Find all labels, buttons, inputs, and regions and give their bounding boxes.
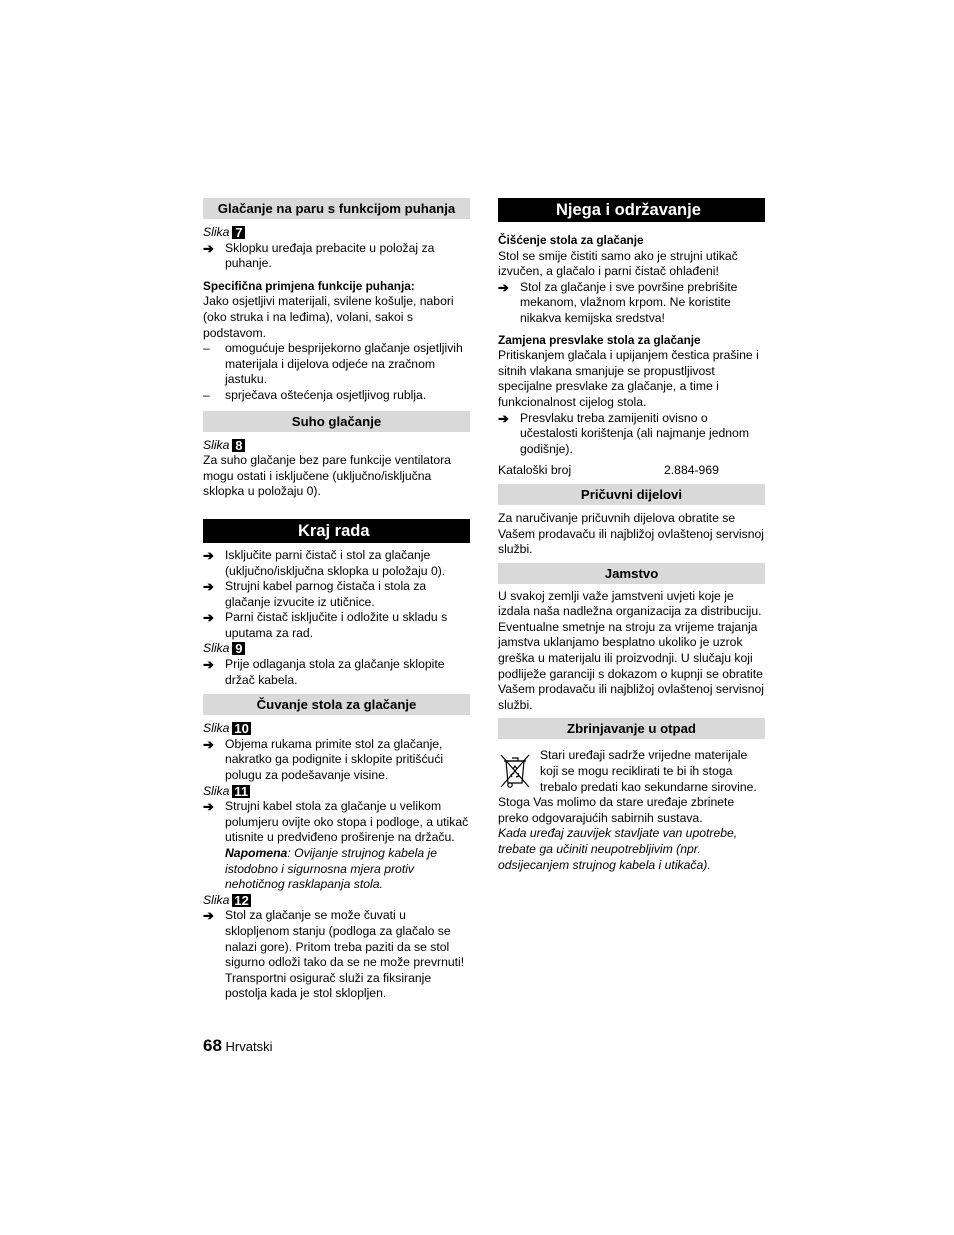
dash-item	[203, 388, 470, 404]
figure-label: Slika	[203, 721, 230, 736]
step-text: Strujni kabel parnog čistača i stola za glačanje izvucite iz utičnice.	[225, 579, 427, 609]
paragraph: U svakoj zemlji važe jamstveni uvjeti koje je izdala naša nadležna organizacija za distribuciju. Eventualne smetnje na stroju za vrijeme trajanja jamstva uklanjamo besplatno ukoliko je uzrok greška u materijalu ili proizvodnji. U slučaju koji podliježe garanciji s dokazom o kupnji se obratite Vašem prodavaču ili najbližoj ovlaštenoj servisnoj službi.	[498, 588, 764, 712]
paragraph: Stol se smije čistiti samo ako je strujni utikač izvučen, a glačalo i parni čistač ohlađeni!	[498, 248, 738, 279]
section-heading-spare-parts: Pričuvni dijelovi	[498, 484, 765, 505]
note: Napomena: Ovijanje strujnog kabela je istodobno i sigurnosna mjera protiv nehotičnog rasklapanja stola.	[225, 846, 438, 892]
section-heading-storage: Čuvanje stola za glačanje	[203, 694, 470, 715]
figure-number: 7	[232, 226, 245, 239]
paragraph-italic: Kada uređaj zauvijek stavljate van upotrebe, trebate ga učiniti neupotrebljivim (npr. odsijecanjem strujnog kabela i utikača).	[498, 826, 738, 872]
catalog-value: 2.884-969	[664, 463, 719, 478]
figure-number: 10	[234, 721, 249, 737]
figure-number: 9	[232, 642, 245, 655]
arrow-icon: ➔	[203, 240, 214, 256]
step-text: Stol za glačanje se može čuvati u sklopljenom stanju (podloga za glačalo se nalazi gore). Pritom treba paziti da se stol sigurno odloži tako da se ne može prevrnuti! Transportni osigurač služi za fiksiranje postolja kada je stol sklopljen.	[225, 908, 465, 1001]
page-number: 68	[203, 1036, 222, 1055]
step-text: Parni čistač isključite i odložite u skladu s uputama za rad.	[225, 610, 448, 640]
step-text: Prije odlaganja stola za glačanje sklopite držač kabela.	[225, 657, 445, 687]
step	[498, 411, 765, 458]
paragraph: Za naručivanje pričuvnih dijelova obratite se Vašem prodavaču ili najbližoj ovlaštenoj servisnoj službi.	[498, 510, 764, 557]
section-heading-disposal: Zbrinjavanje u otpad	[498, 718, 765, 739]
step-text: Stol za glačanje i sve površine prebrišite mekanom, vlažnom krpom. Ne koristite nikakva kemijska sredstva!	[520, 279, 738, 325]
step	[498, 280, 765, 327]
step	[203, 908, 470, 1002]
subheading: Zamjena presvlake stola za glačanje	[498, 332, 701, 347]
step	[203, 737, 470, 784]
step-text: Isključite parni čistač i stol za glačanje (uključno/isključna sklopka u položaju 0).	[225, 547, 446, 578]
step	[203, 799, 470, 893]
figure-number: 12	[234, 892, 249, 908]
step-text: Presvlaku treba zamijeniti ovisno o učestalosti korištenja (ali najmanje jednom godišnje).	[520, 410, 749, 456]
arrow-icon: ➔	[203, 579, 214, 595]
arrow-icon: ➔	[203, 657, 214, 673]
paragraph: Jako osjetljivi materijali, svilene košulje, nabori (oko struka i na leđima), volani, sakoi s podstavom.	[203, 294, 454, 340]
paragraph: Za suho glačanje bez pare funkcije ventilatora mogu ostati i isključene (uključno/isključna sklopka u položaju 0).	[203, 453, 451, 499]
figure-label: Slika	[203, 225, 230, 239]
paragraph: Stari uređaji sadrže vrijedne materijale koji se mogu reciklirati te bi ih stoga trebalo predati kao sekundarne sirovine.	[540, 748, 757, 794]
section-heading-dry-ironing: Suho glačanje	[203, 411, 470, 432]
catalog-label: Kataloški broj	[498, 463, 572, 478]
step	[203, 657, 470, 688]
chapter-heading-care-maintenance: Njega i održavanje	[498, 198, 765, 222]
arrow-icon: ➔	[203, 547, 214, 563]
figure-ref	[203, 893, 470, 909]
page-footer	[203, 1038, 273, 1055]
step-text: Objema rukama primite stol za glačanje, nakratko ga podignite i sklopite pritišćući polugu za podešavanje visine.	[225, 736, 444, 783]
section-heading-warranty: Jamstvo	[498, 563, 765, 584]
figure-ref	[203, 641, 470, 657]
arrow-icon: ➔	[203, 610, 214, 626]
dash-text: omogućuje besprijekorno glačanje osjetljivih materijala i dijelova odjeće na zračnom jastuku.	[225, 341, 463, 387]
figure-label: Slika	[203, 641, 230, 656]
subheading: Specifična primjena funkcije puhanja:	[203, 278, 415, 293]
step	[203, 241, 470, 272]
arrow-icon: ➔	[203, 908, 214, 924]
step	[203, 579, 470, 610]
figure-ref	[203, 225, 470, 241]
arrow-icon: ➔	[203, 799, 214, 815]
arrow-icon: ➔	[498, 410, 509, 426]
section-heading-blow-ironing: Glačanje na paru s funkcijom puhanja	[203, 198, 470, 219]
subheading: Čišćenje stola za glačanje	[498, 233, 644, 247]
figure-ref	[203, 721, 470, 737]
right-column	[498, 198, 765, 873]
figure-number: 11	[234, 783, 249, 799]
figure-ref	[203, 438, 470, 454]
crossed-out-wheelie-bin-icon	[498, 750, 532, 790]
language-label: Hrvatski	[225, 1039, 273, 1054]
figure-label: Slika	[203, 437, 230, 452]
catalog-number-row	[498, 463, 765, 479]
step-text: Strujni kabel stola za glačanje u velikom polumjeru ovijte oko stopa i podloge, a utikač utisnite u predviđeno proširenje na držaču.	[225, 799, 469, 845]
note-label: Napomena	[225, 846, 288, 860]
note-text: Ovijanje strujnog kabela je istodobno i sigurnosna mjera protiv nehotičnog rasklapanja stola.	[225, 846, 438, 892]
dash-text: sprječava oštećenja osjetljivog rublja.	[225, 387, 427, 402]
figure-label: Slika	[203, 892, 230, 907]
paragraph: Stoga Vas molimo da stare uređaje zbrinete preko odgovarajućih sabirnih sustava.	[498, 795, 735, 825]
figure-label: Slika	[203, 783, 230, 798]
dash-item	[203, 341, 470, 388]
dash-icon: –	[203, 387, 210, 402]
paragraph: Pritiskanjem glačala i upijanjem čestica prašine i sitnih vlakana smanjuje se propustljivost specijalne presvlake za glačanje, a time i funkcionalnost cijelog stola.	[498, 348, 759, 409]
step-text: Sklopku uređaja prebacite u položaj za puhanje.	[225, 240, 435, 271]
arrow-icon: ➔	[498, 279, 509, 295]
figure-ref	[203, 784, 470, 800]
figure-number: 8	[232, 439, 245, 452]
step	[203, 548, 470, 579]
chapter-heading-end-of-work: Kraj rada	[203, 519, 470, 543]
step	[203, 610, 470, 641]
arrow-icon: ➔	[203, 736, 214, 752]
disposal-block	[498, 748, 765, 795]
left-column	[203, 198, 470, 1002]
dash-icon: –	[203, 341, 210, 356]
